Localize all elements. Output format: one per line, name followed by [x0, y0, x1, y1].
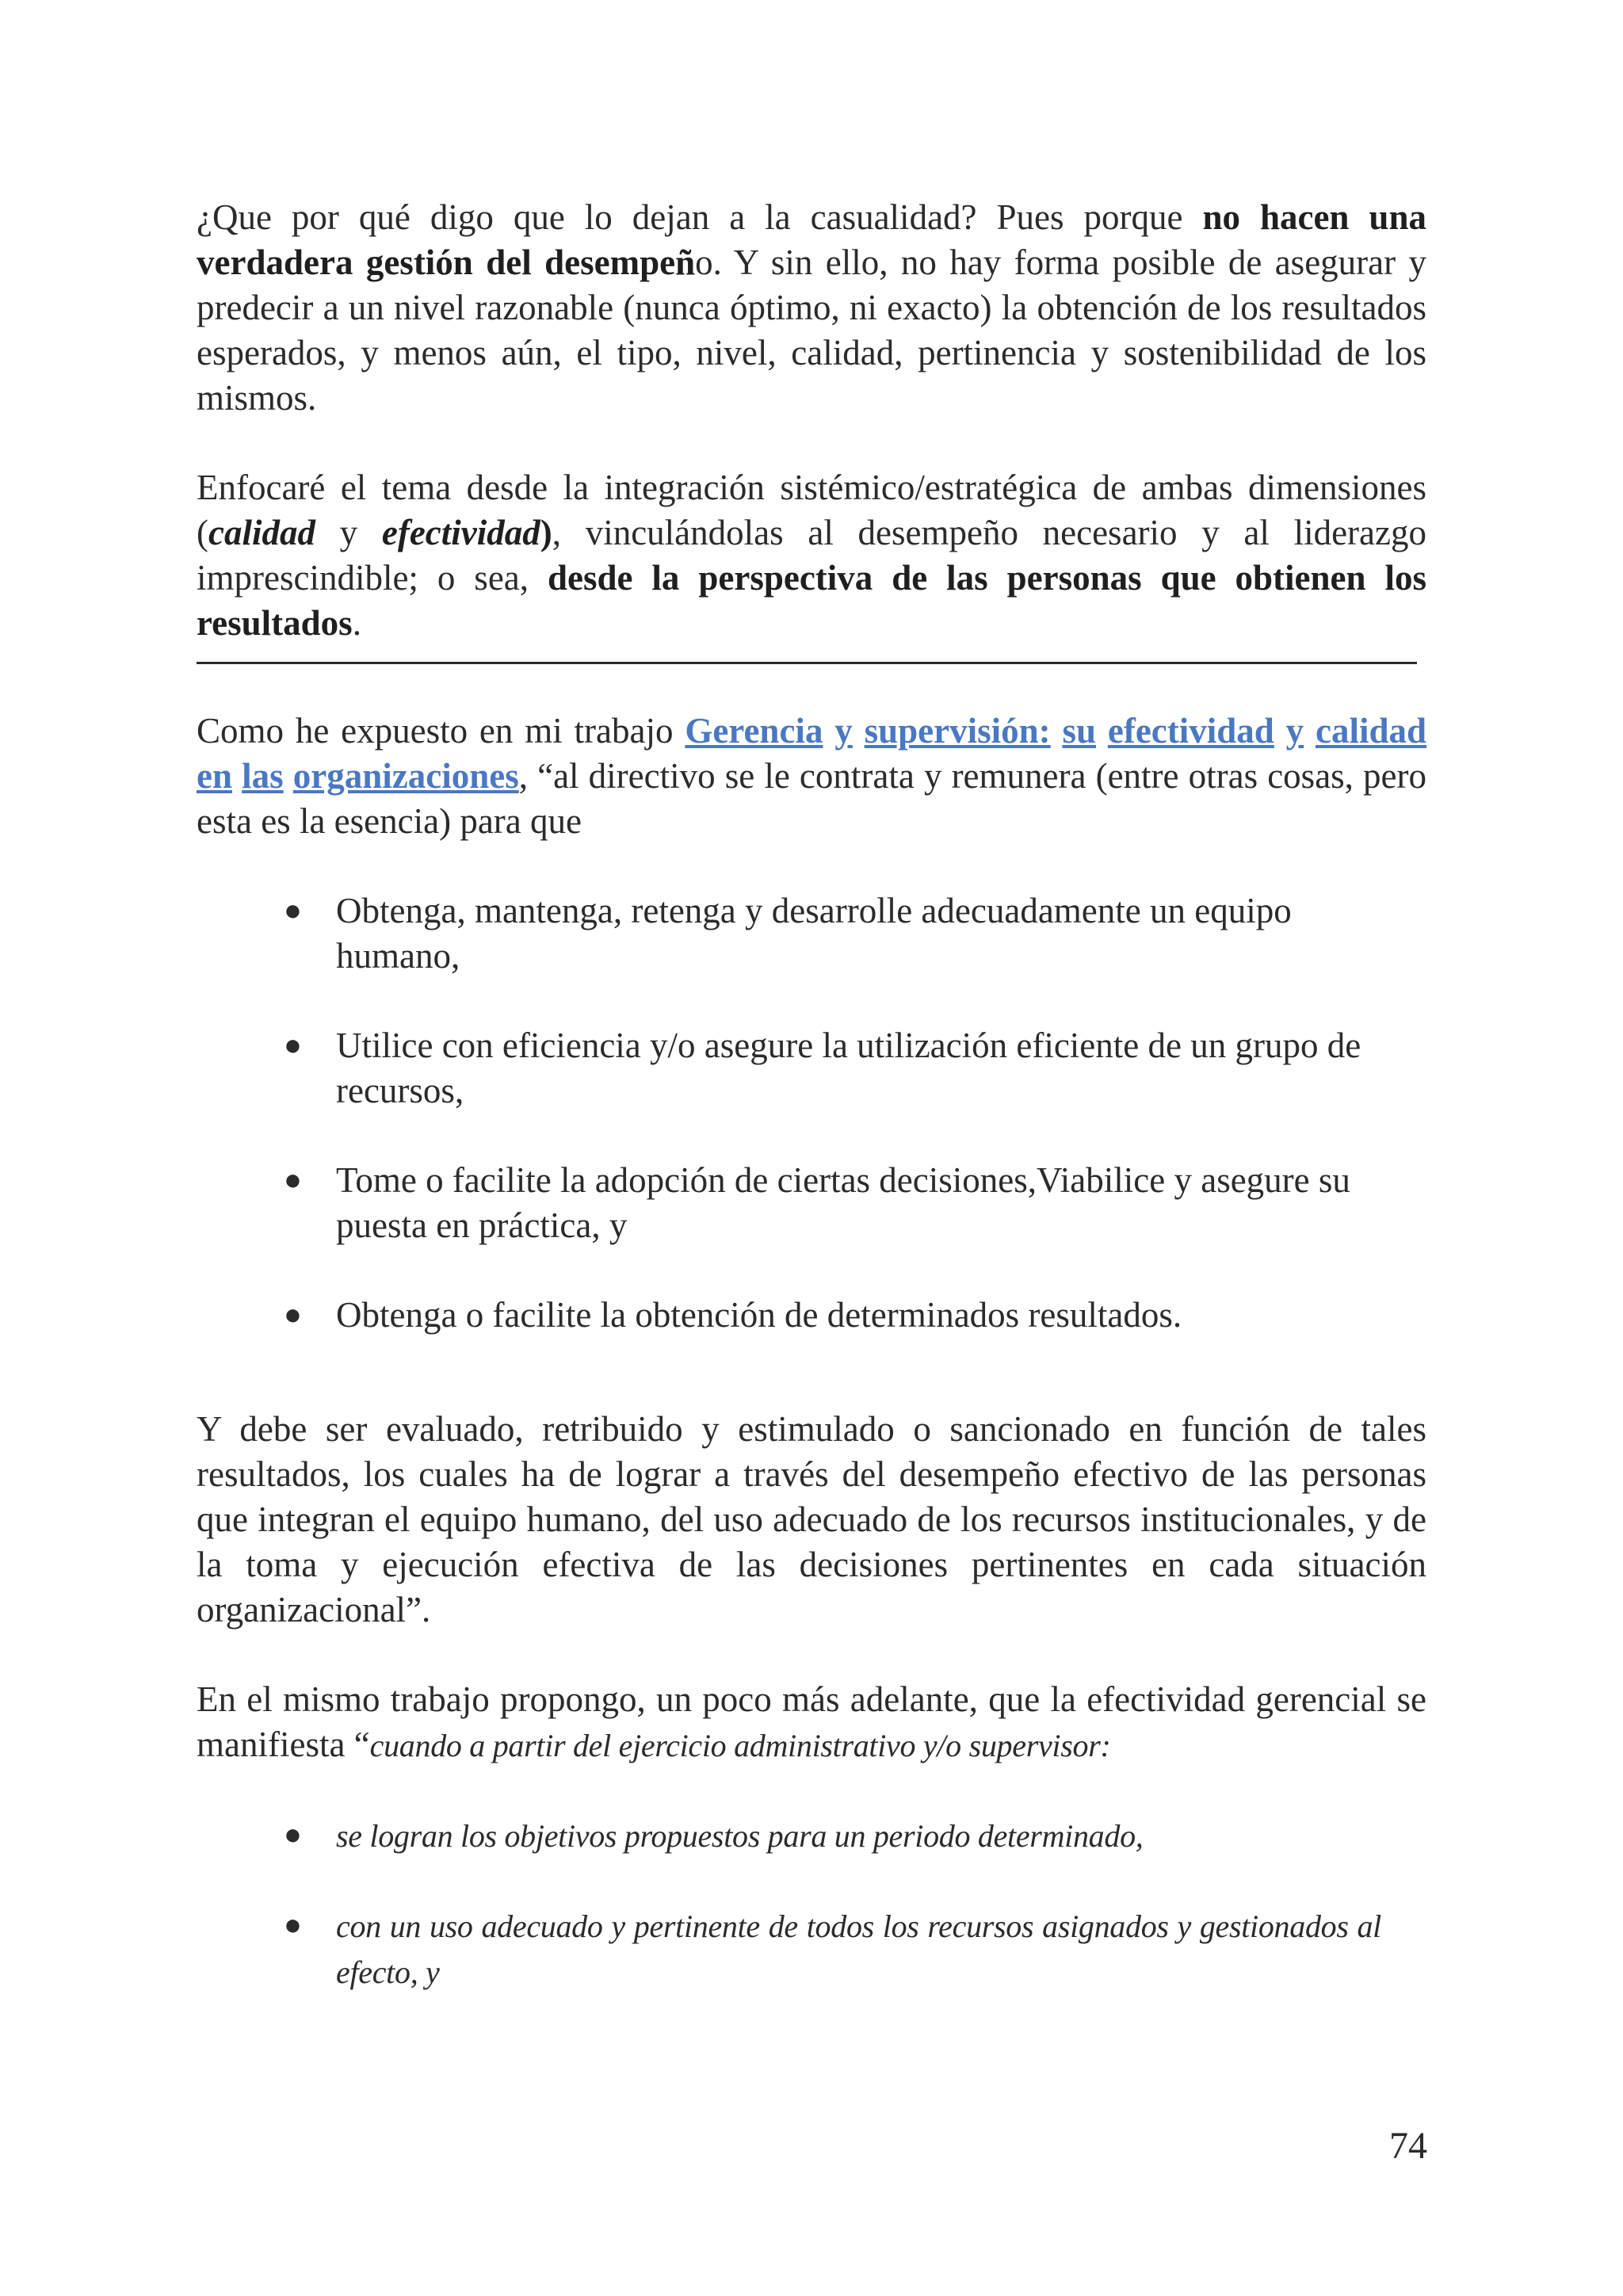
bold-text: desde la perspectiva de las personas que obtienen los resultados: [197, 558, 1426, 643]
link-supervision[interactable]: supervisión:: [864, 711, 1051, 751]
list-item: [284, 1293, 1381, 1338]
link-su[interactable]: su: [1062, 711, 1097, 751]
text-run: En el mismo trabajo propongo, un poco más adelante, que la efectividad gerencial se manifiesta “: [197, 1679, 1426, 1764]
bullet-list-responsibilities: [284, 888, 1381, 1338]
paragraph-mismo-trabajo: [197, 1677, 1426, 1768]
list-item-text: se logran los objetivos propuestos para un periodo determinado,: [336, 1818, 1144, 1854]
bold-italic-efectividad: efectividad: [381, 513, 540, 552]
text-run: Como he expuesto en mi trabajo: [197, 711, 685, 751]
paragraph-evaluado: Y debe ser evaluado, retribuido y estimulado o sancionado en función de tales resultados, los cuales ha de lograr a través del desempeño efectivo de las personas que integran el equipo humano, del uso adecuado de los recursos institucionales, y de la toma y ejecución efectiva de las decisiones pertinentes en cada situación organizacional”.: [197, 1409, 1426, 1629]
link-efectividad[interactable]: efectividad: [1107, 711, 1274, 751]
bullet-icon: ●: [284, 1818, 302, 1851]
link-organizaciones[interactable]: organizaciones: [292, 756, 519, 796]
list-item-text: con un uso adecuado y pertinente de todos los recursos asignados y gestionados al efecto, y: [336, 1908, 1381, 1990]
text-run: , “al directivo se le contrata y remunera (entre otras cosas, pero esta es la esencia) para que: [197, 756, 1427, 841]
list-item: [284, 1158, 1381, 1248]
list-item: [284, 1903, 1381, 1995]
list-item: [284, 888, 1381, 979]
bold-italic-calidad: calidad: [208, 513, 315, 552]
text-run: .: [352, 603, 361, 643]
list-item-text: Obtenga, mantenga, retenga y desarrolle adecuadamente un equipo humano,: [336, 891, 1292, 976]
bold-paren: ): [540, 513, 552, 552]
bold-text: no hacen una verdadera gestión del desempeñ: [197, 197, 1426, 282]
page-number: 74: [1389, 2125, 1427, 2167]
link-y2[interactable]: y: [1285, 711, 1304, 751]
page-content: [197, 195, 1426, 1995]
bullet-icon: ●: [284, 1029, 302, 1062]
bullet-icon: ●: [284, 1908, 302, 1942]
paragraph-casualidad: [197, 195, 1426, 421]
list-item-text: Tome o facilite la adopción de ciertas decisiones,Viabilice y asegure su puesta en práctica, y: [336, 1160, 1350, 1245]
paragraph-enfoque: [197, 465, 1426, 646]
text-run: y: [315, 513, 382, 552]
link-las[interactable]: las: [242, 756, 284, 796]
link-y[interactable]: y: [834, 711, 853, 751]
text-run: ¿Que por qué digo que lo dejan a la casualidad? Pues porque: [197, 197, 1203, 237]
text-run: , vinculándolas al desempeño necesario y al liderazgo imprescindible; o sea,: [197, 513, 1426, 598]
bullet-icon: ●: [284, 1163, 302, 1197]
italic-text: cuando a partir del ejercicio administrativo y/o supervisor:: [369, 1728, 1111, 1763]
link-gerencia[interactable]: Gerencia: [685, 711, 823, 751]
link-en[interactable]: en: [197, 756, 232, 796]
list-item-text: Utilice con eficiencia y/o asegure la utilización eficiente de un grupo de recursos,: [336, 1026, 1361, 1110]
list-item: [284, 1813, 1381, 1859]
text-run: o. Y sin ello, no hay forma posible de asegurar y predecir a un nivel razonable (nunca óptimo, ni exacto) la obtención de los resultados esperados, y menos aún, el tipo, nivel, calidad, pertinencia y sostenibilidad de los mismos.: [197, 243, 1427, 418]
text-run: Enfocaré el tema desde la integración sistémico/estratégica de ambas dimensiones (: [197, 468, 1426, 552]
list-item-text: Obtenga o facilite la obtención de determinados resultados.: [336, 1295, 1182, 1335]
list-item: [284, 1023, 1381, 1114]
bullet-list-efectividad: [284, 1813, 1381, 1995]
paragraph-trabajo: [197, 709, 1426, 844]
bullet-icon: ●: [284, 1298, 302, 1331]
link-calidad[interactable]: calidad: [1315, 711, 1427, 751]
bullet-icon: ●: [284, 894, 302, 927]
